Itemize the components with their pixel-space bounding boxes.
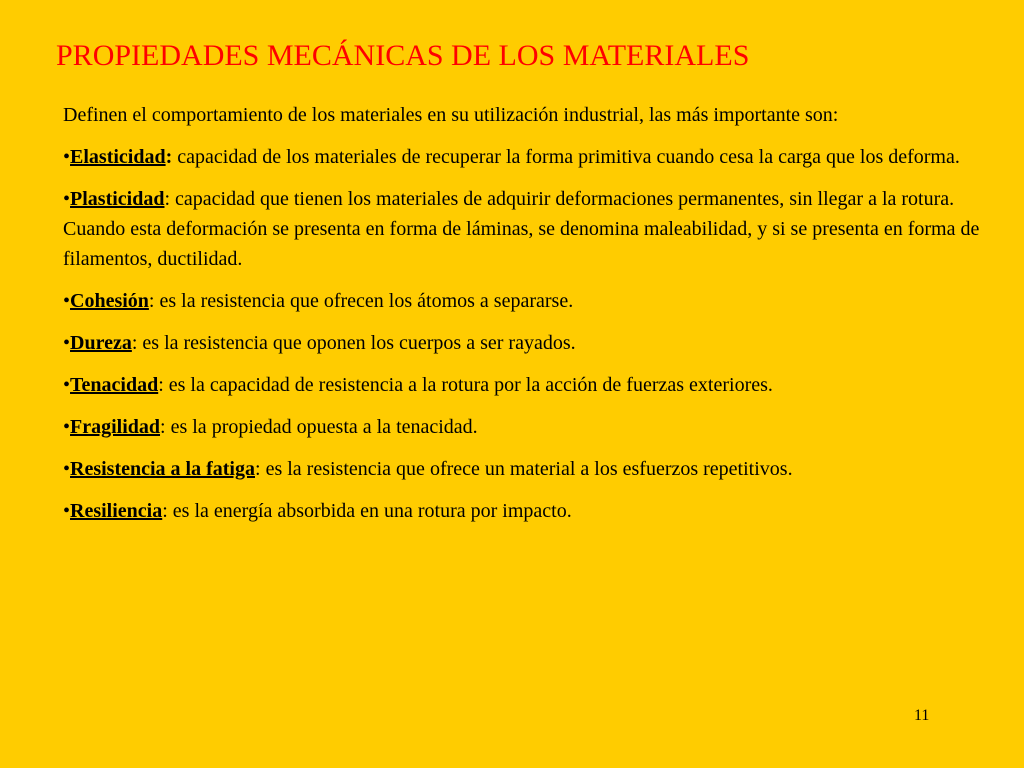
bullet-marker: • (63, 146, 71, 168)
definition-fragilidad: es la propiedad opuesta a la tenacidad. (165, 416, 478, 438)
term-dureza: Dureza (70, 332, 132, 354)
bullet-marker: • (63, 332, 71, 354)
term-tenacidad: Tenacidad (70, 374, 159, 396)
bullet-marker: • (63, 290, 71, 312)
term-separator: : (148, 290, 155, 312)
bullet-elasticidad (63, 142, 983, 172)
bullet-plasticidad (63, 184, 983, 274)
definition-resiliencia: es la energía absorbida en una rotura por impacto. (167, 500, 572, 522)
term-separator: : (165, 146, 173, 168)
bullet-dureza (63, 328, 983, 358)
bullet-marker: • (63, 458, 71, 480)
term-separator: : (158, 374, 164, 396)
term-resistencia-fatiga: Resistencia a la fatiga (70, 458, 255, 480)
definition-cohesion: es la resistencia que ofrecen los átomos a separarse. (154, 290, 574, 312)
slide-title: PROPIEDADES MECÁNICAS DE LOS MATERIALES (56, 39, 750, 72)
intro-paragraph: Definen el comportamiento de los materiales en su utilización industrial, las más importante son: (63, 104, 839, 126)
term-plasticidad: Plasticidad (70, 188, 165, 210)
bullet-fragilidad (63, 412, 983, 442)
bullet-tenacidad (63, 370, 983, 400)
term-elasticidad: Elasticidad (70, 146, 166, 168)
term-separator: : (131, 332, 138, 354)
definition-plasticidad: capacidad que tienen los materiales de adquirir deformaciones permanentes, sin llegar a la rotura. Cuando esta deformación se presenta en forma de láminas, se denomina maleabilidad, y si se presenta en forma de filamentos, ductilidad. (63, 188, 980, 270)
definition-resistencia-fatiga: es la resistencia que ofrece un material a los esfuerzos repetitivos. (260, 458, 793, 480)
term-fragilidad: Fragilidad (70, 416, 161, 438)
slide-body (63, 100, 983, 538)
bullet-marker: • (63, 374, 71, 396)
bullet-marker: • (63, 500, 71, 522)
bullet-resistencia-fatiga (63, 454, 983, 484)
bullet-resiliencia (63, 496, 983, 526)
term-separator: : (255, 458, 261, 480)
term-separator: : (164, 188, 171, 210)
bullet-marker: • (63, 416, 71, 438)
term-resiliencia: Resiliencia (70, 500, 163, 522)
page-number: 11 (914, 707, 930, 724)
bullet-marker: • (63, 188, 71, 210)
term-separator: : (160, 416, 166, 438)
term-separator: : (162, 500, 168, 522)
definition-dureza: es la resistencia que oponen los cuerpos a ser rayados. (137, 332, 576, 354)
definition-tenacidad: es la capacidad de resistencia a la rotura por la acción de fuerzas exteriores. (163, 374, 773, 396)
definition-elasticidad: capacidad de los materiales de recuperar la forma primitiva cuando cesa la carga que los deforma. (172, 146, 960, 168)
bullet-cohesion (63, 286, 983, 316)
term-cohesion: Cohesión (70, 290, 149, 312)
